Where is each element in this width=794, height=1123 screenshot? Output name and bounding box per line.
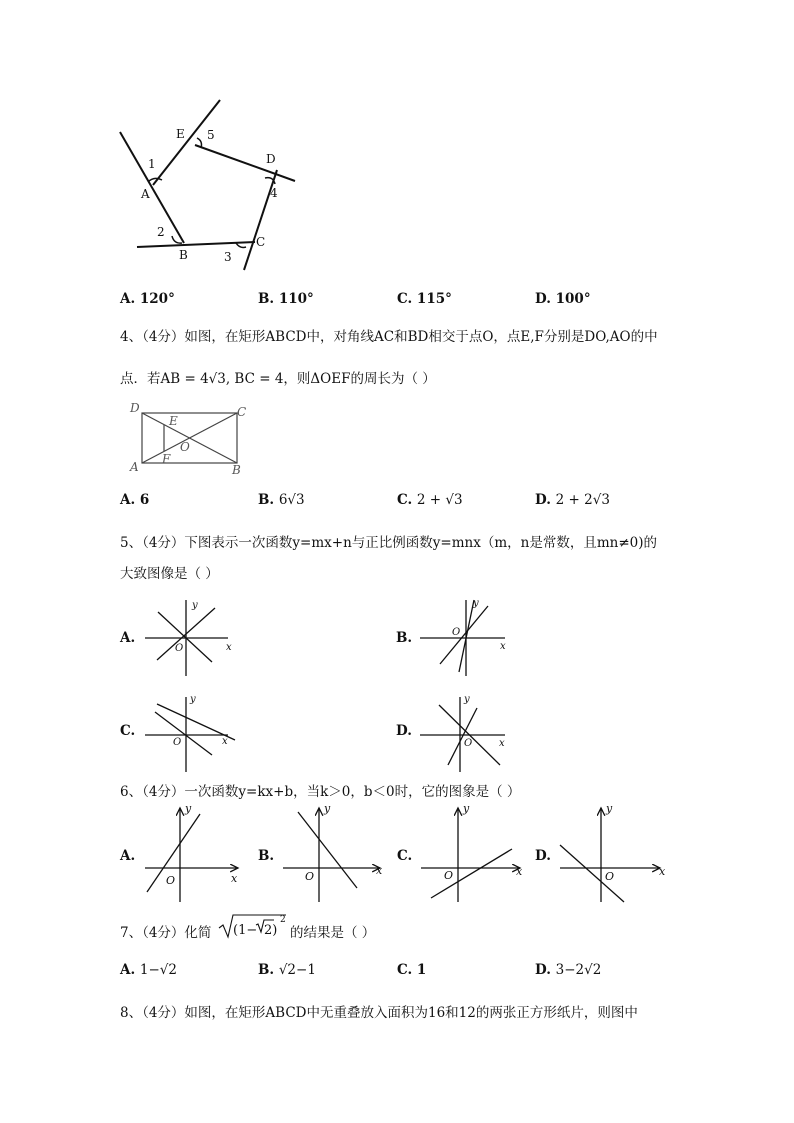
q4-stem-line1: 4、（4分）如图，在矩形ABCD中，对角线AC和BD相交于点O，点E,F分别是DO,AO的中: [120, 329, 658, 345]
q7-stem-prefix: 7、（4分）化简: [120, 925, 212, 941]
q7-option-C[interactable]: C. 1: [397, 962, 427, 978]
q4-option-B[interactable]: B. 6√3: [258, 492, 305, 508]
q5-D-y-label: y: [464, 694, 470, 705]
q6-D-x-label: x: [659, 865, 666, 878]
q6-B-x-label: x: [376, 864, 383, 877]
q4-stem-line2: 点．若AB = 4√3, BC = 4，则ΔOEF的周长为（ ）: [120, 371, 436, 387]
q6-option-B[interactable]: B.: [258, 848, 275, 864]
q6-C-y-label: y: [463, 802, 470, 815]
q3-label-4: 4: [270, 186, 278, 200]
q3-label-1: 1: [148, 157, 156, 171]
q6-D-y-label: y: [606, 802, 613, 815]
q4-option-C[interactable]: C. 2 + √3: [397, 492, 463, 508]
q3-option-B[interactable]: B. 110°: [258, 291, 314, 307]
q4-label-O: O: [180, 440, 190, 454]
q6-C-x-label: x: [516, 865, 523, 878]
q5-A-origin: O: [175, 643, 184, 654]
q5-D-origin: O: [464, 738, 473, 749]
q5-A-x-label: x: [226, 642, 232, 653]
q7-option-D[interactable]: D. 3−2√2: [535, 962, 602, 978]
q5-B-origin: O: [452, 627, 461, 638]
q7-stem-suffix: 的结果是（ ）: [290, 925, 376, 941]
q3-label-E: E: [176, 127, 185, 141]
q6-B-origin: O: [305, 870, 315, 883]
q4-label-A: A: [130, 460, 139, 474]
q5-C-y-label: y: [190, 694, 196, 705]
q6-option-D[interactable]: D.: [535, 848, 551, 864]
q3-option-C[interactable]: C. 115°: [397, 291, 452, 307]
q7-option-A[interactable]: A. 1−√2: [120, 962, 177, 978]
q5-stem-line2: 大致图像是（ ）: [120, 566, 219, 582]
q4-option-A[interactable]: A. 6: [120, 492, 150, 508]
q6-B-y-label: y: [324, 802, 331, 815]
q3-label-D: D: [266, 152, 276, 166]
q4-option-D[interactable]: D. 2 + 2√3: [535, 492, 610, 508]
q7-inner-2: 2): [264, 923, 278, 938]
q5-option-B[interactable]: B.: [396, 630, 413, 646]
q5-B-x-label: x: [500, 641, 506, 652]
q6-option-C[interactable]: C.: [397, 848, 413, 864]
q5-D-x-label: x: [499, 738, 505, 749]
q6-A-x-label: x: [231, 872, 238, 885]
q7-option-B[interactable]: B. √2−1: [258, 962, 316, 978]
q4-label-C: C: [237, 405, 247, 419]
q7-exponent: 2: [280, 915, 286, 925]
q4-label-D: D: [130, 401, 140, 415]
q5-A-y-label: y: [192, 600, 198, 611]
q3-label-5: 5: [207, 128, 215, 142]
q5-option-C[interactable]: C.: [120, 723, 136, 739]
q3-label-C: C: [256, 235, 266, 249]
q6-A-y-label: y: [185, 802, 192, 815]
q6-stem-line1: 6、（4分）一次函数y=kx+b，当k＞0，b＜0时，它的图象是（ ）: [120, 784, 521, 800]
q6-C-origin: O: [444, 869, 454, 882]
q6-option-A[interactable]: A.: [120, 848, 136, 864]
q3-option-A[interactable]: A. 120°: [120, 291, 175, 307]
q4-label-B: B: [232, 463, 241, 477]
q5-C-origin: O: [173, 737, 182, 748]
q3-label-B: B: [179, 248, 188, 262]
q3-label-A: A: [141, 187, 150, 201]
q8-stem-line1: 8、（4分）如图，在矩形ABCD中无重叠放入面积为16和12的两张正方形纸片，则图中: [120, 1005, 638, 1021]
q5-C-x-label: x: [222, 736, 228, 747]
q3-label-3: 3: [224, 250, 232, 264]
q6-D-origin: O: [605, 870, 615, 883]
q7-radicand: (1−: [233, 923, 258, 938]
q4-label-E: E: [169, 414, 178, 428]
q3-option-D[interactable]: D. 100°: [535, 291, 591, 307]
q3-label-2: 2: [157, 225, 165, 239]
q5-option-D[interactable]: D.: [396, 723, 412, 739]
q6-A-origin: O: [166, 874, 176, 887]
q5-stem-line1: 5、（4分）下图表示一次函数y=mx+n与正比例函数y=mnx（m，n是常数，且mn≠0)的: [120, 535, 657, 551]
q5-B-y-label: y: [473, 598, 479, 609]
q4-label-F: F: [162, 452, 171, 466]
q5-option-A[interactable]: A.: [120, 630, 136, 646]
